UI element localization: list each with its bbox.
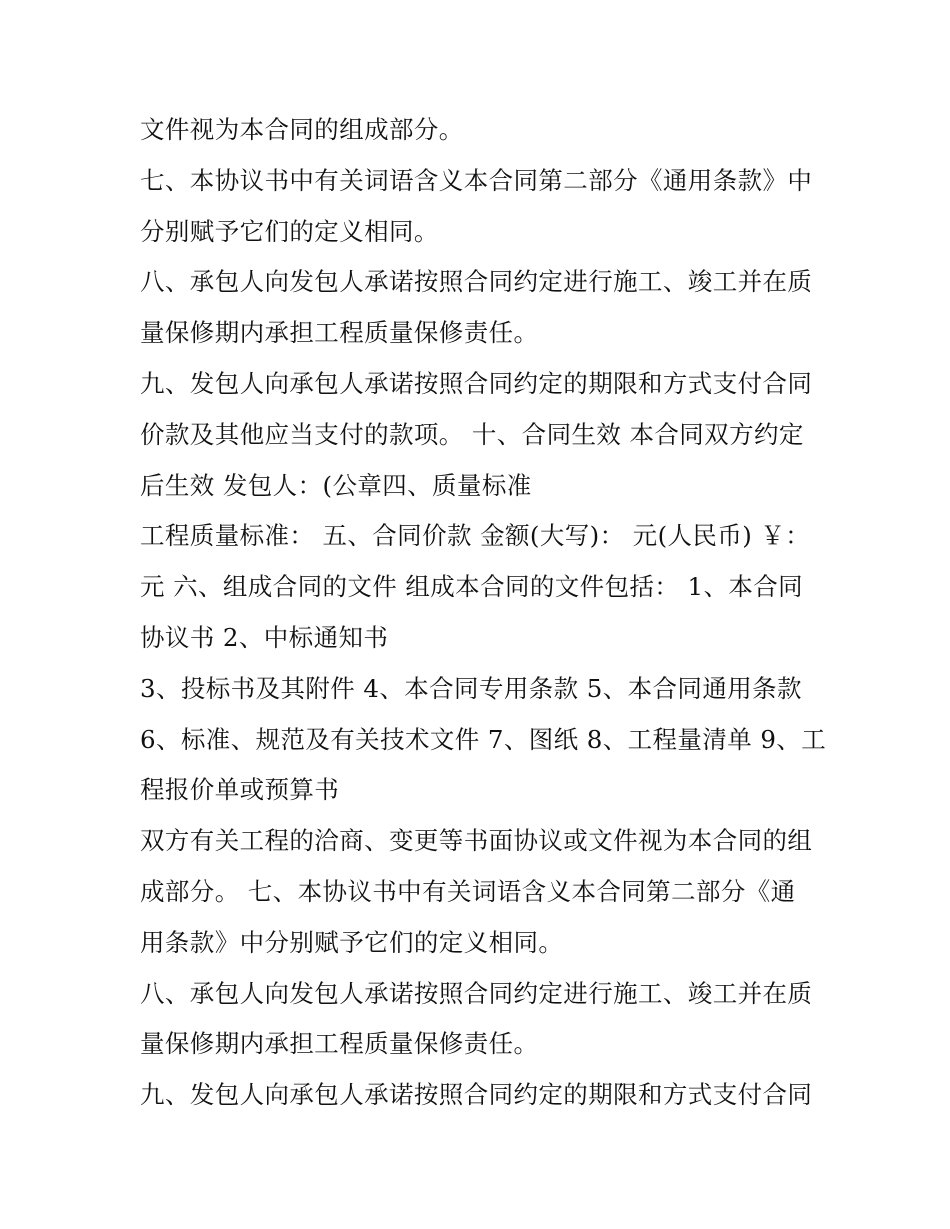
text-line: 双方有关工程的洽商、变更等书面协议或文件视为本合同的组 [140,826,813,856]
text-line: 九、发包人向承包人承诺按照合同约定的期限和方式支付合同 [140,368,813,398]
text-line: 八、承包人向发包人承诺按照合同约定进行施工、竣工并在质 [140,978,813,1008]
contract-text-body [140,105,830,1121]
text-line: 成部分。 七、本协议书中有关词语含义本合同第二部分《通 [140,876,796,906]
text-line: 元 六、组成合同的文件 组成本合同的文件包括： 1、本合同 [140,572,804,602]
text-line: 量保修期内承担工程质量保修责任。 [140,318,539,348]
text-line: 程报价单或预算书 [140,775,340,805]
text-line: 七、本协议书中有关词语含义本合同第二部分《通用条款》中 [140,165,813,195]
text-line: 八、承包人向发包人承诺按照合同约定进行施工、竣工并在质 [140,267,813,297]
text-line: 工程质量标准： 五、合同价款 金额(大写)： 元(人民币) ￥： [140,521,811,551]
text-line: 协议书 2、中标通知书 [140,622,389,652]
text-line: 3、投标书及其附件 4、本合同专用条款 5、本合同通用条款 [140,673,802,703]
text-line: 价款及其他应当支付的款项。 十、合同生效 本合同双方约定 [140,419,804,449]
text-line: 九、发包人向承包人承诺按照合同约定的期限和方式支付合同 [140,1080,813,1110]
text-line: 6、标准、规范及有关技术文件 7、图纸 8、工程量清单 9、工 [140,724,827,754]
text-line: 文件视为本合同的组成部分。 [140,115,464,144]
text-line: 量保修期内承担工程质量保修责任。 [140,1029,539,1059]
text-line: 后生效 发包人：(公章四、质量标准 [140,470,532,500]
text-line: 分别赋予它们的定义相同。 [140,216,439,246]
text-line: 用条款》中分别赋予它们的定义相同。 [140,927,564,957]
